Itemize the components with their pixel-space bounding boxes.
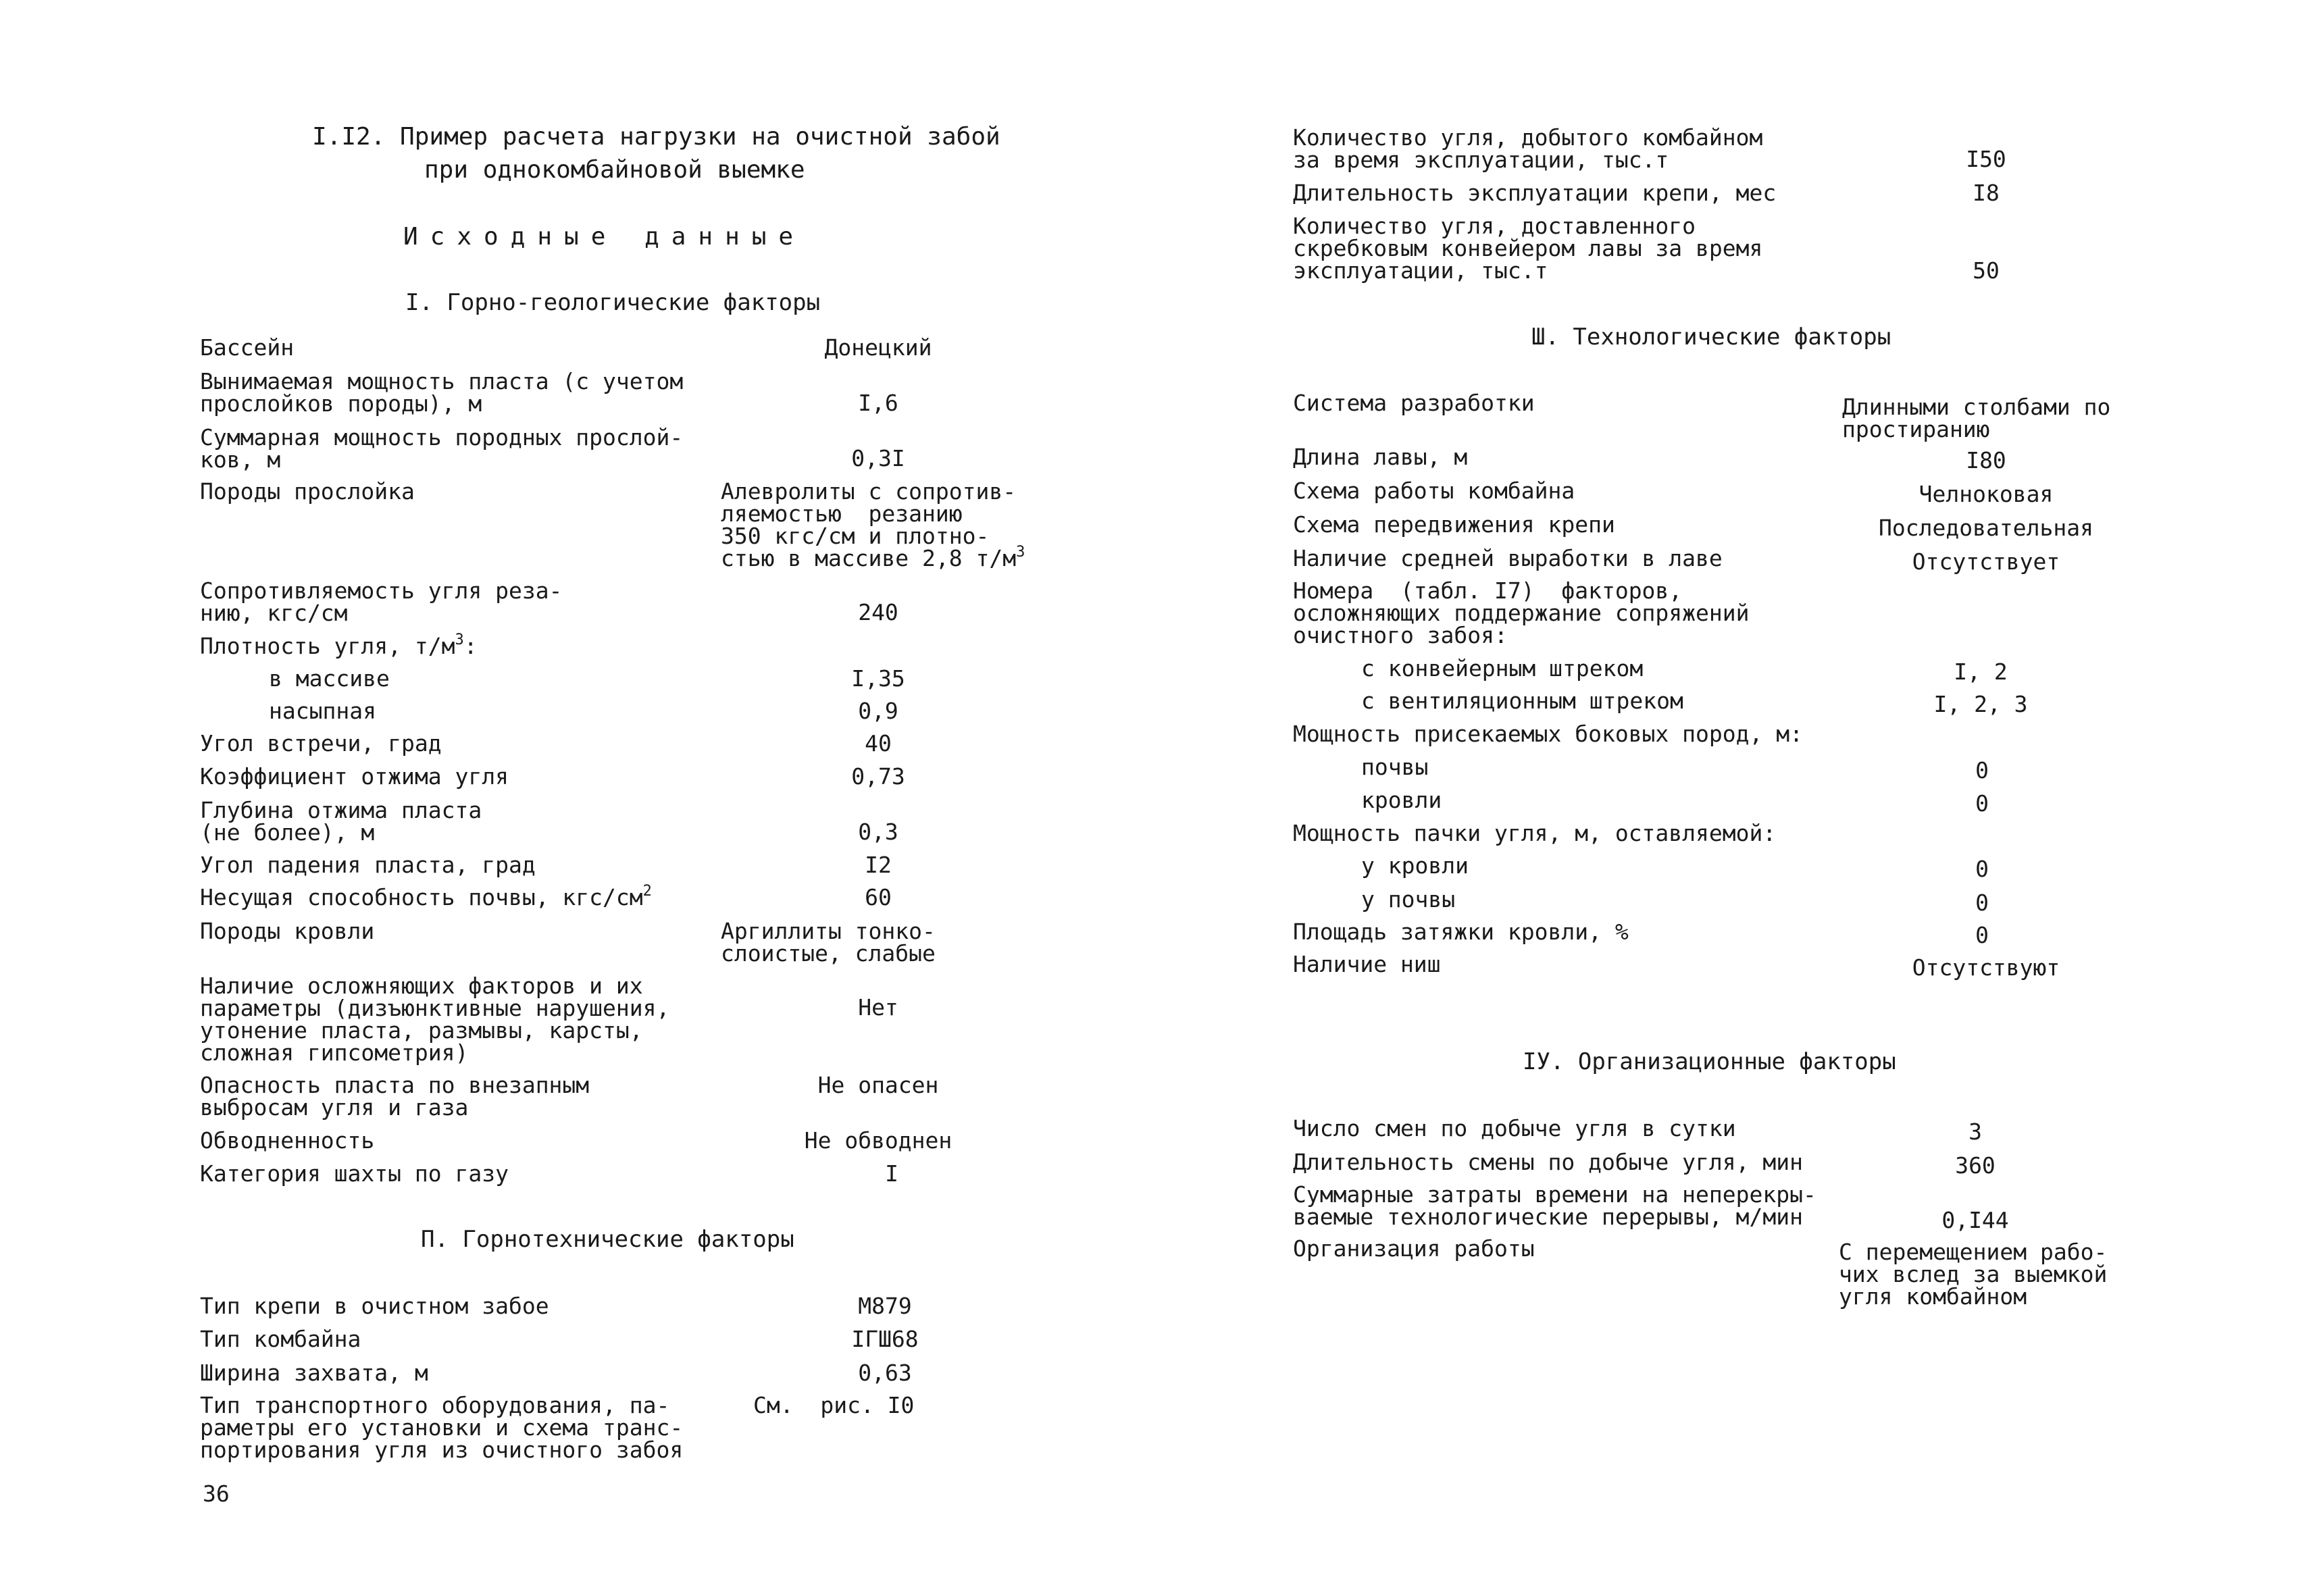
s3-label-13: у почвы xyxy=(1361,886,1456,912)
s1-value-0: Донецкий xyxy=(824,334,932,361)
s1-value-6: I,35 xyxy=(851,665,905,692)
s3-value-2: Челноковая xyxy=(1918,481,2054,507)
s4-value-3: С перемещением рабо- чих вслед за выемкой угля комбайном xyxy=(1839,1239,2108,1310)
s4-label-2: Суммарные затраты времени на неперекры- ваемые технологические перерывы, м/мин xyxy=(1293,1181,1816,1230)
s1-value-13: Аргиллиты тонко- слоистые, слабые xyxy=(721,918,936,967)
s3-label-7: с вентиляционным штреком xyxy=(1361,688,1683,714)
s2-value-3: См. рис. I0 xyxy=(753,1392,915,1418)
top-label-2: Количество угля, доставленного скребковым конвейером лавы за время эксплуатации, тыс.т xyxy=(1293,213,1763,284)
s3-label-3: Схема передвижения крепи xyxy=(1293,511,1615,538)
s1-value-3-text: Алевролиты с сопротив- ляемостью резанию 350 кгс/см и плотно- стью в массиве 2,8 т/м xyxy=(721,478,1017,571)
s3-label-15: Наличие ниш xyxy=(1293,951,1441,977)
s3-value-9: 0 xyxy=(1975,757,1989,783)
section-4-heading: IУ. Организационные факторы xyxy=(1523,1048,1896,1075)
s1-value-1: I,6 xyxy=(858,390,898,416)
s1-label-5-tail: : xyxy=(463,633,478,659)
s1-value-8: 40 xyxy=(865,730,892,756)
s3-label-11: Мощность пачки угля, м, оставляемой: xyxy=(1293,820,1777,846)
s3-label-14: Площадь затяжки кровли, % xyxy=(1293,919,1629,945)
right-page xyxy=(1156,0,2313,1596)
s3-label-8: Мощность присекаемых боковых пород, м: xyxy=(1293,721,1803,747)
s1-value-11: I2 xyxy=(865,852,892,878)
s1-value-3 xyxy=(721,480,1025,569)
s1-label-12 xyxy=(200,883,652,910)
s3-value-1: I80 xyxy=(1966,447,2006,473)
s3-value-14: 0 xyxy=(1975,922,1989,948)
s1-label-7: насыпная xyxy=(269,698,376,724)
s4-value-1: 360 xyxy=(1955,1152,1996,1179)
s1-label-12-text: Несущая способность почвы, кгс/см xyxy=(200,884,643,910)
s2-label-3: Тип транспортного оборудования, па- раметры его установки и схема транс- портирования угля из очистного забоя xyxy=(200,1392,684,1463)
s2-label-0: Тип крепи в очистном забое xyxy=(200,1293,549,1319)
s1-value-7: 0,9 xyxy=(858,698,898,724)
s3-label-2: Схема работы комбайна xyxy=(1293,478,1575,504)
s1-label-0: Бассейн xyxy=(200,334,295,361)
s2-label-2: Ширина захвата, м xyxy=(200,1360,428,1386)
s1-label-5-text: Плотность угля, т/м xyxy=(200,633,455,659)
s4-value-0: 3 xyxy=(1968,1118,1982,1145)
s1-label-5-sup: 3 xyxy=(455,632,464,648)
s3-label-1: Длина лавы, м xyxy=(1293,444,1468,470)
s2-value-0: М879 xyxy=(858,1293,912,1319)
s4-value-2: 0,I44 xyxy=(1941,1207,2009,1233)
section-2-heading: П. Горнотехнические факторы xyxy=(421,1226,794,1253)
s4-label-1: Длительность смены по добыче угля, мин xyxy=(1293,1149,1803,1175)
s3-value-3: Последовательная xyxy=(1879,515,2093,541)
s1-label-2: Суммарная мощность породных прослой- ков, м xyxy=(200,424,684,473)
top-label-1: Длительность эксплуатации крепи, мес xyxy=(1293,180,1777,206)
s3-label-0: Система разработки xyxy=(1293,390,1535,416)
s3-label-6: с конвейерным штреком xyxy=(1361,655,1644,681)
s1-label-10: Глубина отжима пласта (не более), м xyxy=(200,797,482,846)
s1-label-12-sup: 2 xyxy=(642,883,652,900)
s3-value-4: Отсутствует xyxy=(1912,548,2060,575)
section-1-heading: I. Горно-геологические факторы xyxy=(405,289,821,316)
s1-label-14: Наличие осложняющих факторов и их параметры (дизъюнктивные нарушения, утонение пласта, размывы, карсты, сложная гипсометрия) xyxy=(200,973,670,1066)
s1-value-15: Не опасен xyxy=(817,1072,939,1098)
top-value-1: I8 xyxy=(1973,180,2000,206)
left-page xyxy=(0,0,1156,1596)
s3-value-13: 0 xyxy=(1975,890,1989,916)
s4-label-3: Организация работы xyxy=(1293,1235,1535,1262)
top-label-0: Количество угля, добытого комбайном за время эксплуатации, тыс.т xyxy=(1293,124,1763,173)
s3-label-9: почвы xyxy=(1361,754,1429,780)
s2-value-2: 0,63 xyxy=(858,1360,912,1386)
s3-label-4: Наличие средней выработки в лаве xyxy=(1293,545,1723,571)
s1-label-1: Вынимаемая мощность пласта (с учетом прослойков породы), м xyxy=(200,368,684,417)
s1-label-3: Породы прослойка xyxy=(200,478,415,505)
s1-label-4: Сопротивляемость угля реза- нию, кгс/см xyxy=(200,577,563,626)
s1-label-11: Угол падения пласта, град xyxy=(200,852,536,878)
s3-value-15: Отсутствуют xyxy=(1912,954,2060,981)
source-data-heading: Исходные данные xyxy=(403,223,806,251)
title-line-2: при однокомбайновой выемке xyxy=(424,156,805,184)
s2-value-1: IГШ68 xyxy=(851,1326,919,1352)
s1-label-5 xyxy=(200,632,478,659)
page-number: 36 xyxy=(203,1481,230,1507)
s1-value-3-sup: 3 xyxy=(1016,544,1025,561)
s1-value-9: 0,73 xyxy=(851,763,905,790)
s3-value-12: 0 xyxy=(1975,856,1989,882)
section-3-heading: Ш. Технологические факторы xyxy=(1531,324,1891,351)
title-line-1: I.I2. Пример расчета нагрузки на очистной забой xyxy=(312,123,1000,151)
s1-value-2: 0,3I xyxy=(851,445,905,471)
top-value-0: I50 xyxy=(1966,146,2006,172)
s4-label-0: Число смен по добыче угля в сутки xyxy=(1293,1115,1736,1141)
s1-label-17: Категория шахты по газу xyxy=(200,1160,509,1187)
s3-value-10: 0 xyxy=(1975,790,1989,817)
top-value-2: 50 xyxy=(1973,257,2000,284)
s1-label-16: Обводненность xyxy=(200,1127,375,1154)
s3-label-5: Номера (табл. I7) факторов, осложняющих поддержание сопряжений очистного забоя: xyxy=(1293,577,1750,648)
s1-label-9: Коэффициент отжима угля xyxy=(200,763,509,790)
s1-value-12: 60 xyxy=(865,884,892,910)
s2-label-1: Тип комбайна xyxy=(200,1326,361,1352)
s1-value-10: 0,3 xyxy=(858,819,898,845)
s3-value-0: Длинными столбами по простиранию xyxy=(1842,394,2111,442)
s1-value-4: 240 xyxy=(858,599,898,625)
s3-label-10: кровли xyxy=(1361,787,1442,813)
s1-value-16: Не обводнен xyxy=(804,1127,952,1154)
s1-label-6: в массиве xyxy=(269,665,390,692)
s3-value-7: I, 2, 3 xyxy=(1933,691,2028,717)
s3-value-6: I, 2 xyxy=(1954,659,2008,685)
s1-value-14: Нет xyxy=(858,994,898,1021)
s1-label-13: Породы кровли xyxy=(200,918,375,944)
s1-label-8: Угол встречи, град xyxy=(200,730,442,756)
s1-value-17: I xyxy=(885,1160,898,1187)
s3-label-12: у кровли xyxy=(1361,852,1469,879)
s1-label-15: Опасность пласта по внезапным выбросам угля и газа xyxy=(200,1072,590,1121)
